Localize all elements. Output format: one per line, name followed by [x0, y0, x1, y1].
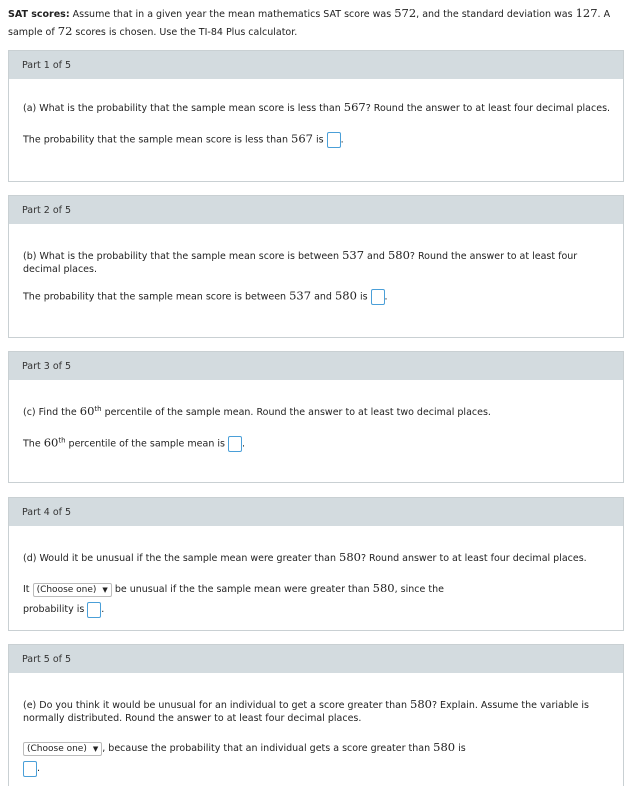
part-2-panel [8, 195, 624, 338]
answer-line: It (Choose one) ▼ be unusual if the the sample mean were greater than 580, since the probability is . [23, 578, 613, 620]
part-header: Part 5 of 5 [9, 645, 623, 673]
dropdown-arrow-icon: ▼ [102, 585, 108, 594]
answer-input[interactable] [23, 761, 37, 777]
part-header: Part 3 of 5 [9, 352, 623, 380]
answer-input[interactable] [87, 602, 101, 618]
answer-line: The probability that the sample mean score is less than 567 is . [23, 132, 613, 148]
part-header: Part 4 of 5 [9, 498, 623, 526]
part-3-panel [8, 351, 624, 483]
question-text: (e) Do you think it would be unusual for an individual to get a score greater than 580? Explain. Assume the variable is normally distributed. Round the answer to at least four decimal places. [23, 697, 589, 724]
question-text: (b) What is the probability that the sample mean score is between 537 and 580? Round the answer to at least four decimal places. [23, 248, 578, 275]
problem-title: SAT scores: [8, 9, 70, 20]
part-5-panel [8, 644, 624, 786]
question-text: (d) Would it be unusual if the the sample mean were greater than 580? Round answer to at least four decimal places. [23, 550, 587, 564]
answer-line: The probability that the sample mean score is between 537 and 580 is . [23, 289, 613, 305]
part-header: Part 1 of 5 [9, 51, 623, 79]
answer-input[interactable] [228, 436, 242, 452]
answer-input[interactable] [327, 132, 341, 148]
choose-one-select[interactable]: (Choose one) ▼ [33, 583, 112, 597]
part-1-panel [8, 50, 624, 182]
answer-input[interactable] [371, 289, 385, 305]
part-header: Part 2 of 5 [9, 196, 623, 224]
part-4-panel [8, 497, 624, 631]
choose-one-select[interactable]: (Choose one) ▼ [23, 742, 102, 756]
dropdown-arrow-icon: ▼ [92, 744, 99, 753]
answer-line: (Choose one) ▼ , because the probability that an individual gets a score greater than 580 is . [23, 737, 613, 779]
question-text: (c) Find the 60th percentile of the sample mean. Round the answer to at least two decimal places. [23, 404, 491, 418]
answer-line: The 60th percentile of the sample mean is . [23, 436, 613, 452]
problem-intro: SAT scores: Assume that in a given year the mean mathematics SAT score was 572, and the standard deviation was 127. A sample of 72 scores is chosen. Use the TI-84 Plus calculator. [8, 6, 611, 38]
question-text: (a) What is the probability that the sample mean score is less than 567? Round the answer to at least four decimal places. [23, 100, 611, 114]
